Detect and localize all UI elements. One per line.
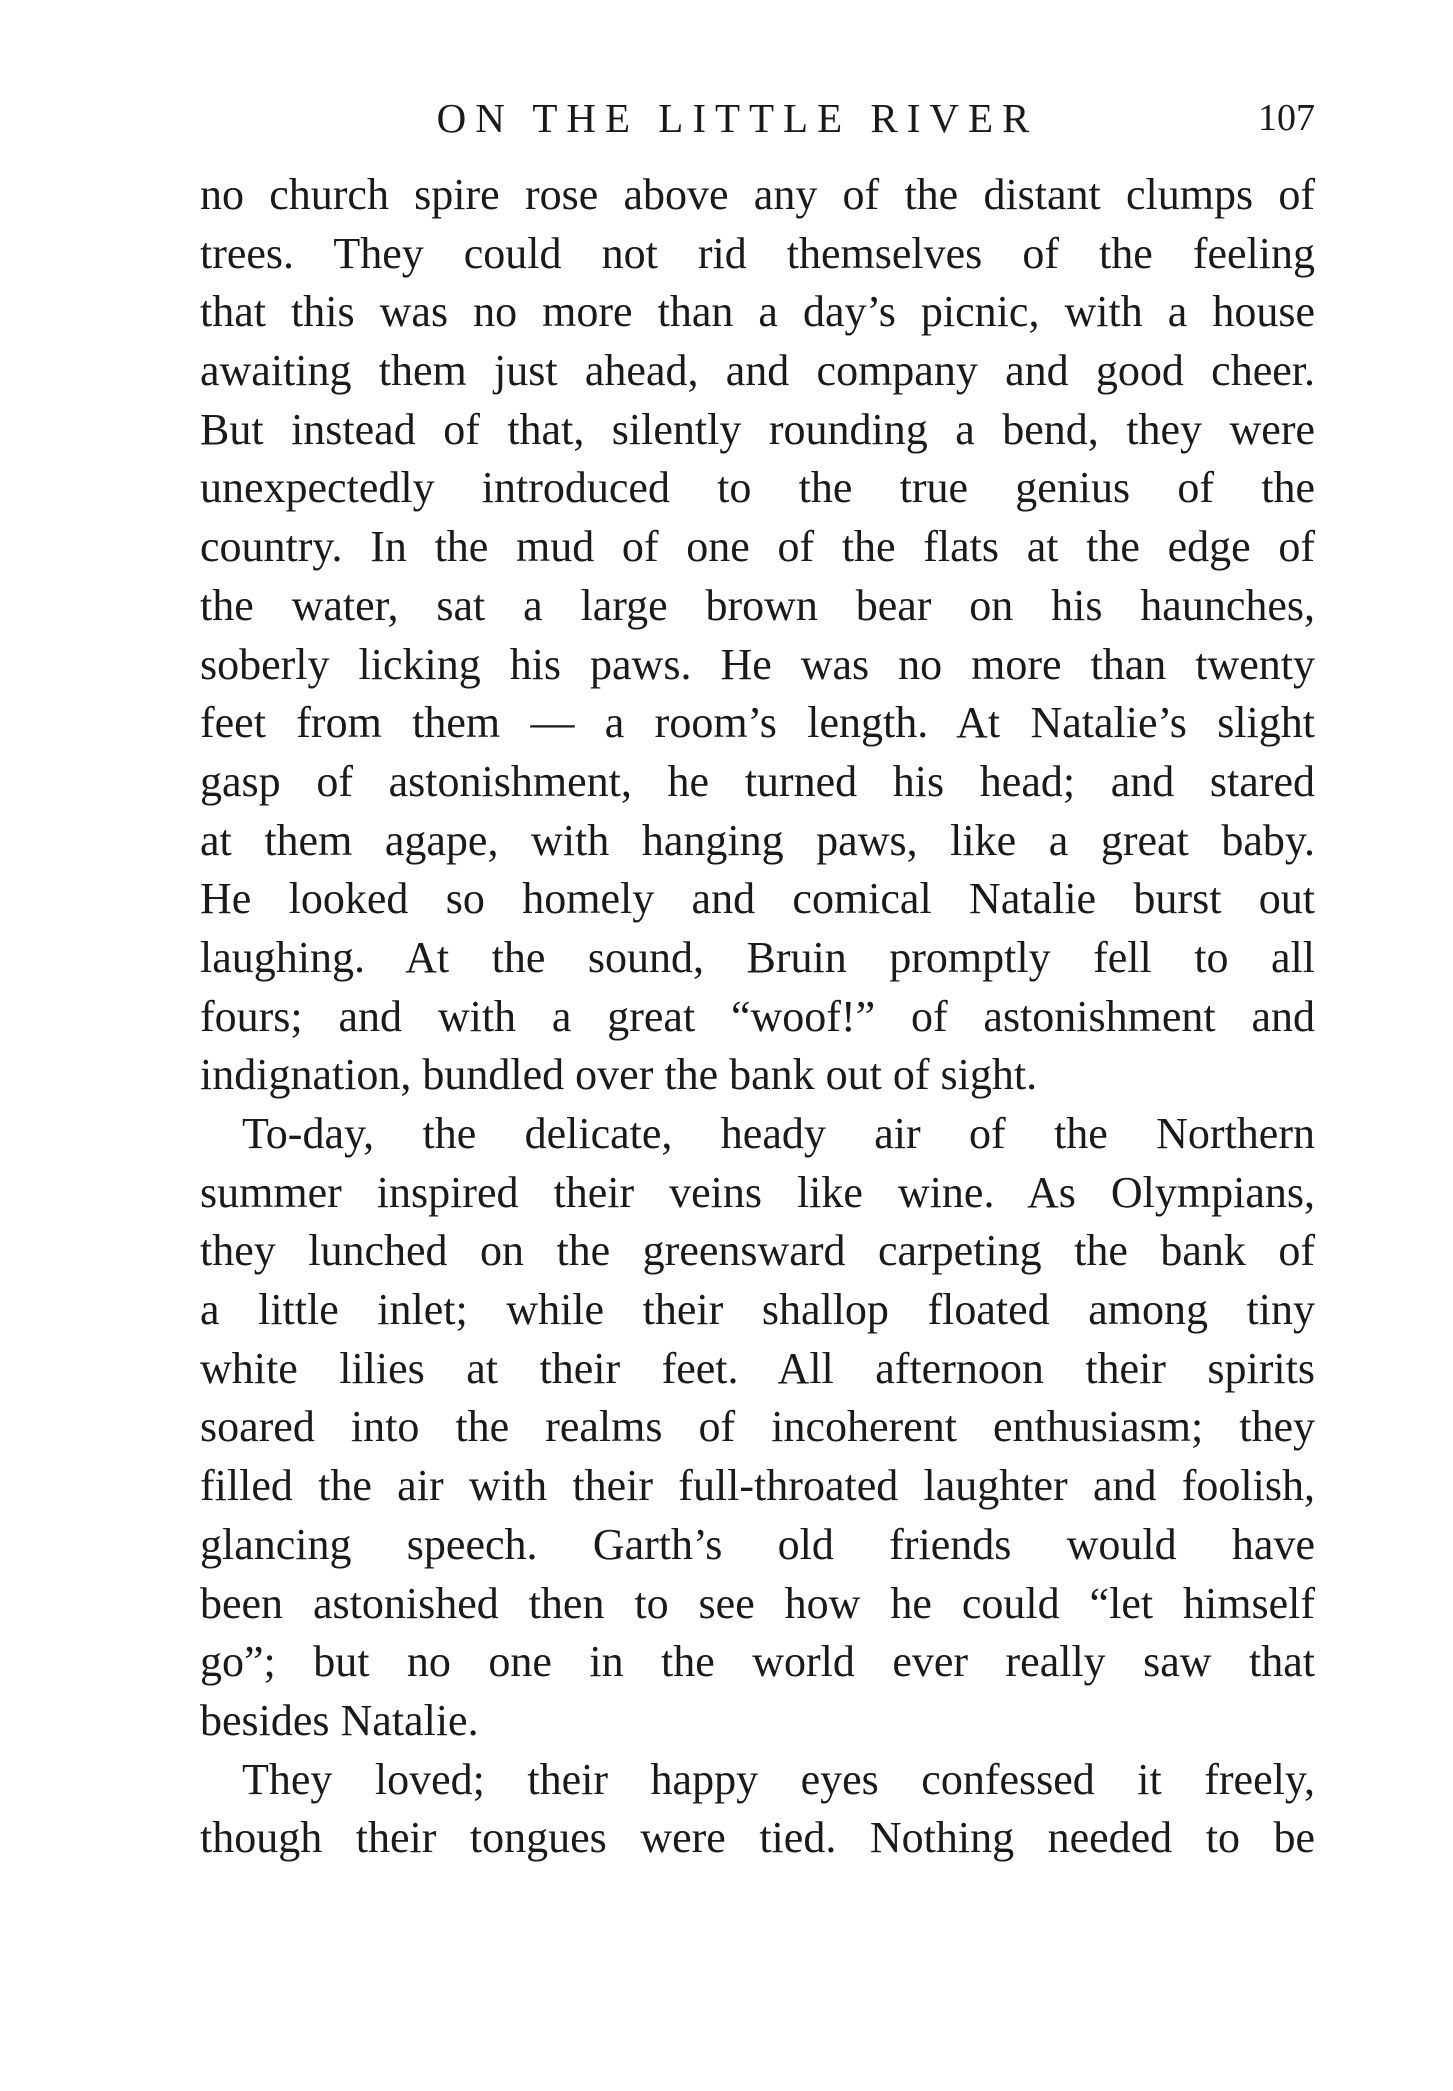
text-line: country. In the mud of one of the flats at the edge of	[200, 522, 1315, 572]
text-line: glancing speech. Garth’s old friends would have	[200, 1519, 1315, 1569]
body-text	[200, 166, 1315, 1868]
text-line: He looked so homely and comical Natalie burst out	[200, 874, 1315, 924]
text-line: they lunched on the greensward carpeting the bank of	[200, 1226, 1315, 1276]
text-line: gasp of astonishment, he turned his head; and stared	[200, 756, 1315, 806]
text-line: indignation, bundled over the bank out of sight.	[200, 1050, 1038, 1100]
text-line: unexpectedly introduced to the true genius of the	[200, 463, 1315, 513]
text-line: soberly licking his paws. He was no more than twenty	[200, 639, 1315, 689]
text-line: laughing. At the sound, Bruin promptly fell to all	[200, 932, 1315, 982]
text-line: fours; and with a great “woof!” of astonishment and	[200, 991, 1315, 1041]
text-line: at them agape, with hanging paws, like a great baby.	[200, 815, 1315, 865]
text-line: But instead of that, silently rounding a bend, they were	[200, 404, 1315, 454]
text-line: summer inspired their veins like wine. As Olympians,	[200, 1167, 1315, 1217]
text-line: been astonished then to see how he could “let himself	[200, 1578, 1315, 1628]
text-line: trees. They could not rid themselves of the feeling	[200, 228, 1315, 278]
text-line: awaiting them just ahead, and company and good cheer.	[200, 346, 1315, 396]
text-line: They loved; their happy eyes confessed it freely,	[242, 1754, 1315, 1804]
text-line: soared into the realms of incoherent enthusiasm; they	[200, 1402, 1315, 1452]
text-line: besides Natalie.	[200, 1695, 479, 1745]
text-line: To-day, the delicate, heady air of the Northern	[242, 1109, 1315, 1158]
page-number: 107	[1258, 97, 1315, 139]
running-title: ON THE LITTLE RIVER	[436, 95, 1039, 141]
text-line: no church spire rose above any of the distant clumps of	[200, 170, 1315, 219]
text-line: that this was no more than a day’s picnic, with a house	[200, 287, 1315, 337]
paragraph-2	[200, 1105, 1315, 1751]
text-line: go”; but no one in the world ever really saw that	[200, 1637, 1315, 1687]
text-line: a little inlet; while their shallop floated among tiny	[200, 1285, 1315, 1335]
paragraph-1	[200, 166, 1315, 1105]
paragraph-3	[200, 1751, 1315, 1868]
text-line: the water, sat a large brown bear on his haunches,	[200, 580, 1315, 630]
text-line: though their tongues were tied. Nothing needed to be	[200, 1813, 1315, 1863]
text-line: white lilies at their feet. All afternoon their spirits	[200, 1343, 1315, 1393]
text-line: filled the air with their full-throated laughter and foolish,	[200, 1461, 1315, 1511]
running-head	[200, 88, 1315, 148]
text-line: feet from them — a room’s length. At Natalie’s slight	[200, 698, 1315, 748]
